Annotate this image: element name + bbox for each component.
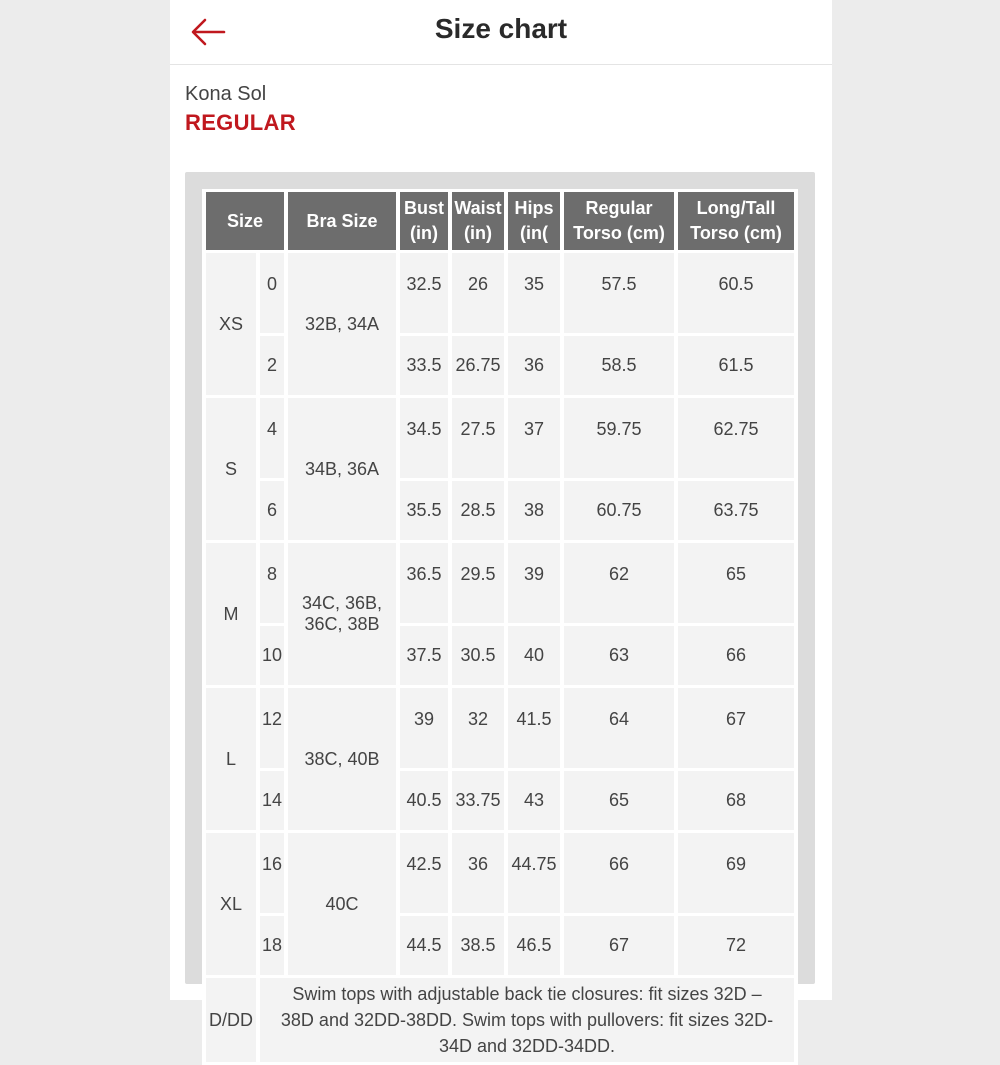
waist-value: 27.5: [452, 398, 504, 478]
waist-value: 33.75: [452, 771, 504, 830]
table-row: [206, 833, 794, 913]
size-label: L: [206, 688, 256, 830]
header-long-line1: Long/Tall: [696, 198, 776, 218]
size-number: 12: [260, 688, 284, 768]
hips-value: 46.5: [508, 916, 560, 975]
header-bust-line1: Bust: [404, 198, 444, 218]
long-torso-value: 66: [678, 626, 794, 685]
hips-value: 40: [508, 626, 560, 685]
bust-value: 39: [400, 688, 448, 768]
header-regular-line1: Regular: [585, 198, 653, 218]
bust-value: 36.5: [400, 543, 448, 623]
long-torso-value: 61.5: [678, 336, 794, 395]
top-bar: [170, 0, 832, 65]
long-torso-value: 65: [678, 543, 794, 623]
header-bust-line2: (in): [410, 223, 438, 243]
regular-torso-value: 60.75: [564, 481, 674, 540]
header-bust: [400, 192, 448, 250]
bust-value: 33.5: [400, 336, 448, 395]
table-row: [206, 253, 794, 333]
bust-value: 32.5: [400, 253, 448, 333]
page-title: Size chart: [434, 13, 568, 44]
header-bra-size: Bra Size: [288, 192, 396, 250]
size-number: 0: [260, 253, 284, 333]
table-row: [206, 398, 794, 478]
bust-value: 42.5: [400, 833, 448, 913]
size-number: 2: [260, 336, 284, 395]
bra-size: 32B, 34A: [288, 253, 396, 395]
bra-size: 40C: [288, 833, 396, 975]
size-number: 8: [260, 543, 284, 623]
hips-value: 37: [508, 398, 560, 478]
regular-torso-value: 58.5: [564, 336, 674, 395]
regular-torso-value: 57.5: [564, 253, 674, 333]
hips-value: 44.75: [508, 833, 560, 913]
header-regular-torso: [564, 192, 674, 250]
regular-torso-value: 64: [564, 688, 674, 768]
note-line2: 38D and 32DD-38DD. Swim tops with pullovers: fit sizes 32D-: [280, 1010, 774, 1030]
size-label: XS: [206, 253, 256, 395]
long-torso-value: 69: [678, 833, 794, 913]
size-number: 4: [260, 398, 284, 478]
size-number: 16: [260, 833, 284, 913]
fit-type: REGULAR: [185, 110, 296, 135]
waist-value: 30.5: [452, 626, 504, 685]
hips-value: 36: [508, 336, 560, 395]
size-number: 18: [260, 916, 284, 975]
table-row: [206, 543, 794, 623]
regular-torso-value: 67: [564, 916, 674, 975]
header-waist: [452, 192, 504, 250]
bust-value: 44.5: [400, 916, 448, 975]
header-waist-line2: (in): [464, 223, 492, 243]
header-long-line2: Torso (cm): [690, 223, 782, 243]
bra-size-line2: 36C, 38B: [304, 614, 380, 634]
table-header-row: [206, 192, 794, 250]
bra-size: 34B, 36A: [288, 398, 396, 540]
header-hips-line2: (in(: [520, 223, 548, 243]
bust-value: 37.5: [400, 626, 448, 685]
long-torso-value: 68: [678, 771, 794, 830]
regular-torso-value: 59.75: [564, 398, 674, 478]
size-table-panel: [185, 172, 815, 1056]
header-long-torso: [678, 192, 794, 250]
bra-size: 38C, 40B: [288, 688, 396, 830]
long-torso-value: 62.75: [678, 398, 794, 478]
bust-value: 35.5: [400, 481, 448, 540]
hips-value: 35: [508, 253, 560, 333]
header-hips-line1: Hips: [514, 198, 554, 218]
regular-torso-value: 62: [564, 543, 674, 623]
long-torso-value: 60.5: [678, 253, 794, 333]
regular-torso-value: 66: [564, 833, 674, 913]
note-size-label: D/DD: [206, 978, 256, 1062]
hips-value: 43: [508, 771, 560, 830]
size-table: [202, 189, 798, 1065]
waist-value: 26: [452, 253, 504, 333]
bust-value: 34.5: [400, 398, 448, 478]
size-label: S: [206, 398, 256, 540]
size-number: 10: [260, 626, 284, 685]
header-waist-line1: Waist: [454, 198, 502, 218]
bra-size: [288, 543, 396, 685]
size-number: 6: [260, 481, 284, 540]
waist-value: 26.75: [452, 336, 504, 395]
header-regular-line2: Torso (cm): [573, 223, 665, 243]
note-text: [260, 978, 794, 1062]
hips-value: 39: [508, 543, 560, 623]
size-number: 14: [260, 771, 284, 830]
long-torso-value: 67: [678, 688, 794, 768]
waist-value: 32: [452, 688, 504, 768]
hips-value: 41.5: [508, 688, 560, 768]
size-label: XL: [206, 833, 256, 975]
regular-torso-value: 65: [564, 771, 674, 830]
header-size: Size: [206, 192, 284, 250]
table-row: [206, 688, 794, 768]
waist-value: 36: [452, 833, 504, 913]
header-hips: [508, 192, 560, 250]
regular-torso-value: 63: [564, 626, 674, 685]
waist-value: 28.5: [452, 481, 504, 540]
long-torso-value: 63.75: [678, 481, 794, 540]
waist-value: 29.5: [452, 543, 504, 623]
size-label: M: [206, 543, 256, 685]
note-row: [206, 978, 794, 1062]
bust-value: 40.5: [400, 771, 448, 830]
waist-value: 38.5: [452, 916, 504, 975]
long-torso-value: 72: [678, 916, 794, 975]
note-line3: 34D and 32DD-34DD.: [438, 1036, 616, 1056]
hips-value: 38: [508, 481, 560, 540]
size-chart-page: [170, 0, 832, 1056]
note-line1: Swim tops with adjustable back tie closures: fit sizes 32D –: [292, 984, 762, 1004]
brand-name: Kona Sol: [185, 83, 267, 105]
bra-size-line1: 34C, 36B,: [301, 593, 383, 613]
